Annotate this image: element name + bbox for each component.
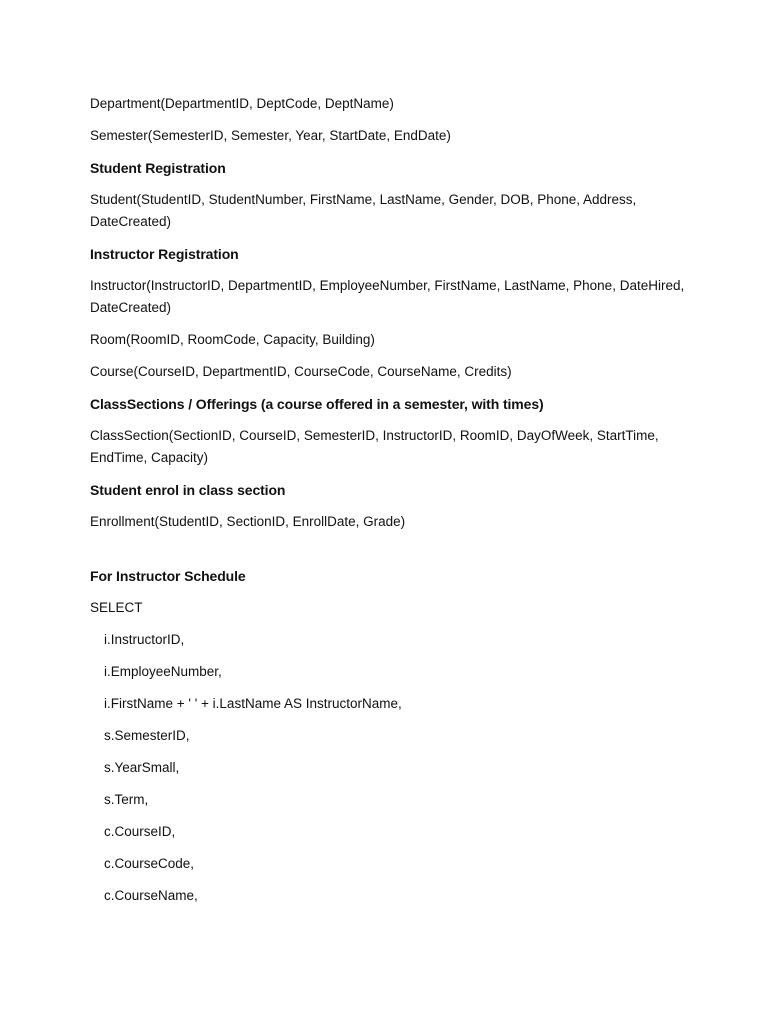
sql-column-line: c.CourseID, [104,824,176,839]
sql-column-line: s.SemesterID, [104,728,190,743]
instructor-schedule-heading: For Instructor Schedule [90,568,246,584]
classsections-heading: ClassSections / Offerings (a course offered in a semester, with times) [90,396,544,412]
sql-column-line: i.EmployeeNumber, [104,664,222,679]
semester-table-definition: Semester(SemesterID, Semester, Year, StartDate, EndDate) [90,128,451,143]
student-table-definition: Student(StudentID, StudentNumber, FirstName, LastName, Gender, DOB, Phone, Address, DateCreated) [90,192,641,229]
course-table-definition: Course(CourseID, DepartmentID, CourseCode, CourseName, Credits) [90,364,512,379]
sql-column-line: i.InstructorID, [104,632,185,647]
document-page [90,93,690,917]
sql-column-line: i.FirstName + ' ' + i.LastName AS InstructorName, [104,696,402,711]
classsection-table-definition: ClassSection(SectionID, CourseID, SemesterID, InstructorID, RoomID, DayOfWeek, StartTime, EndTime, Capacity) [90,428,663,465]
sql-column-line: s.Term, [104,792,149,807]
sql-column-line: c.CourseCode, [104,856,195,871]
sql-select-keyword: SELECT [90,600,143,615]
instructor-table-definition: Instructor(InstructorID, DepartmentID, EmployeeNumber, FirstName, LastName, Phone, DateHired, DateCreated) [90,278,688,315]
enrol-heading: Student enrol in class section [90,482,286,498]
instructor-registration-heading: Instructor Registration [90,246,239,262]
enrollment-table-definition: Enrollment(StudentID, SectionID, EnrollDate, Grade) [90,514,406,529]
sql-column-line: s.YearSmall, [104,760,180,775]
department-table-definition: Department(DepartmentID, DeptCode, DeptName) [90,96,394,111]
sql-column-line: c.CourseName, [104,888,198,903]
blank-line [90,543,690,565]
room-table-definition: Room(RoomID, RoomCode, Capacity, Building) [90,332,375,347]
student-registration-heading: Student Registration [90,160,226,176]
